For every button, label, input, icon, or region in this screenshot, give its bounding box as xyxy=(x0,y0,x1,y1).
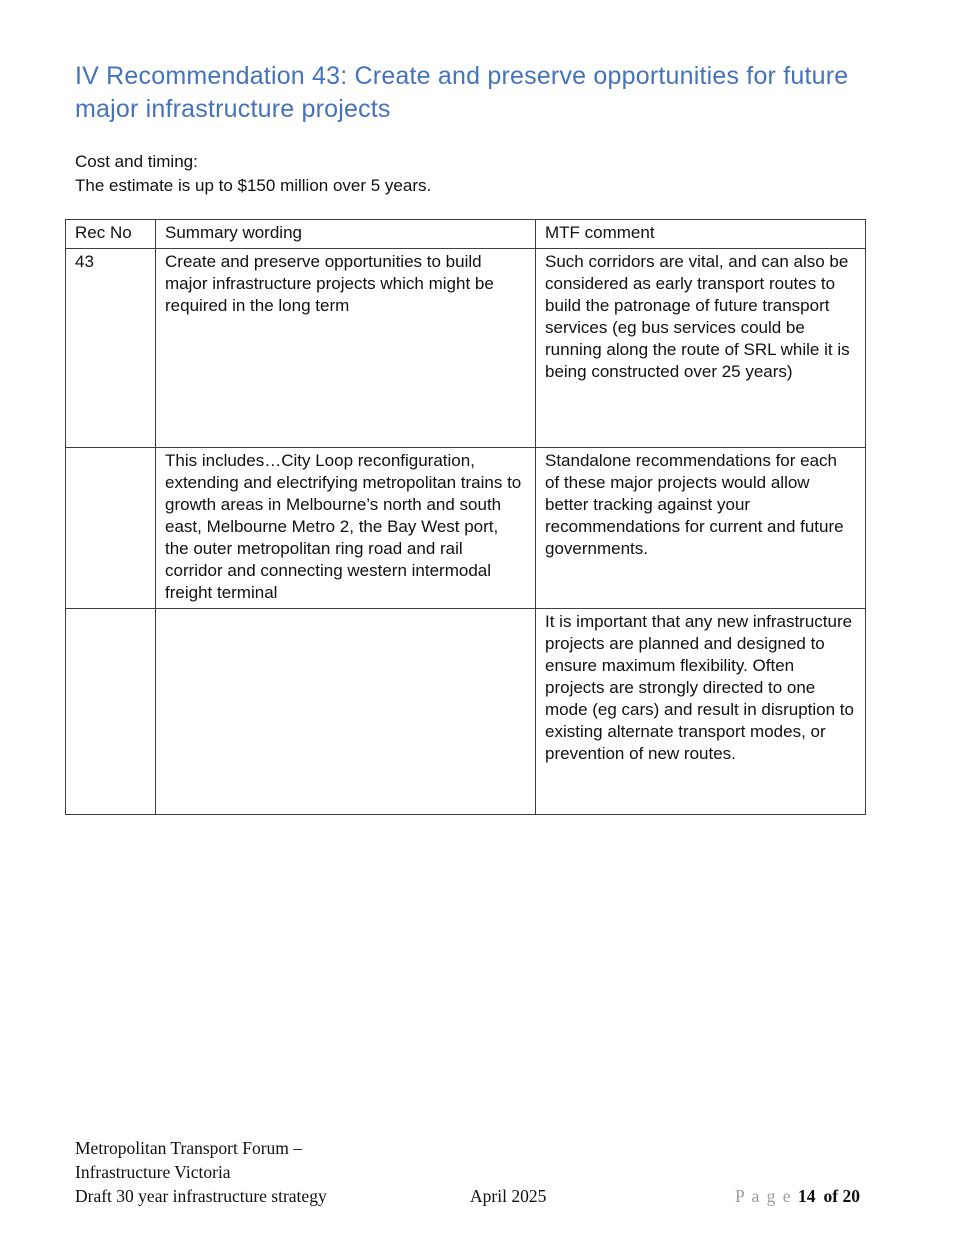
table-header-summary-wording: Summary wording xyxy=(156,220,536,249)
footer-org-line1: Metropolitan Transport Forum – xyxy=(75,1138,303,1158)
cost-text: The estimate is up to $150 million over 5 years. xyxy=(75,176,432,195)
table-header-mtf-comment: MTF comment xyxy=(536,220,866,249)
cell-summary: Create and preserve opportunities to build major infrastructure projects which might be required in the long term xyxy=(156,249,536,448)
footer-org-line2: Infrastructure Victoria xyxy=(75,1162,231,1182)
page-footer xyxy=(75,1136,860,1208)
cell-summary: This includes…City Loop reconfiguration, extending and electrifying metropolitan trains to growth areas in Melbourne’s north and south east, Melbourne Metro 2, the Bay West port, the outer metropolitan ring road and rail corridor and connecting western intermodal freight terminal xyxy=(156,448,536,609)
table-row xyxy=(66,448,866,609)
page-title: IV Recommendation 43: Create and preserve opportunities for future major infrastructure projects xyxy=(75,62,849,123)
table-header-rec-no: Rec No xyxy=(66,220,156,249)
table-row xyxy=(66,609,866,815)
footer-page-word: P a g e xyxy=(735,1186,793,1206)
cell-mtf-comment: It is important that any new infrastructure projects are planned and designed to ensure maximum flexibility. Often projects are strongly directed to one mode (eg cars) and result in disruption to existing alternate transport modes, or prevention of new routes. xyxy=(536,609,866,815)
cost-and-timing-section xyxy=(75,150,866,198)
footer-date: April 2025 xyxy=(470,1186,547,1206)
cell-rec-no xyxy=(66,448,156,609)
cell-mtf-comment: Standalone recommendations for each of these major projects would allow better tracking against your recommendations for current and future governments. xyxy=(536,448,866,609)
table-row xyxy=(66,249,866,448)
footer-bottom-row xyxy=(75,1184,860,1208)
cell-summary xyxy=(156,609,536,815)
recommendation-table xyxy=(65,219,866,815)
cell-mtf-comment: Such corridors are vital, and can also be considered as early transport routes to build the patronage of future transport services (eg bus services could be running along the route of SRL while it is being constructed over 25 years) xyxy=(536,249,866,448)
footer-page-number: 14 xyxy=(798,1186,816,1206)
table-header-row xyxy=(66,220,866,249)
cost-heading: Cost and timing: xyxy=(75,152,198,171)
footer-doc-title: Draft 30 year infrastructure strategy xyxy=(75,1186,327,1206)
footer-page-field xyxy=(735,1184,860,1208)
cell-rec-no: 43 xyxy=(66,249,156,448)
footer-page-total: of 20 xyxy=(823,1186,860,1206)
cell-rec-no xyxy=(66,609,156,815)
